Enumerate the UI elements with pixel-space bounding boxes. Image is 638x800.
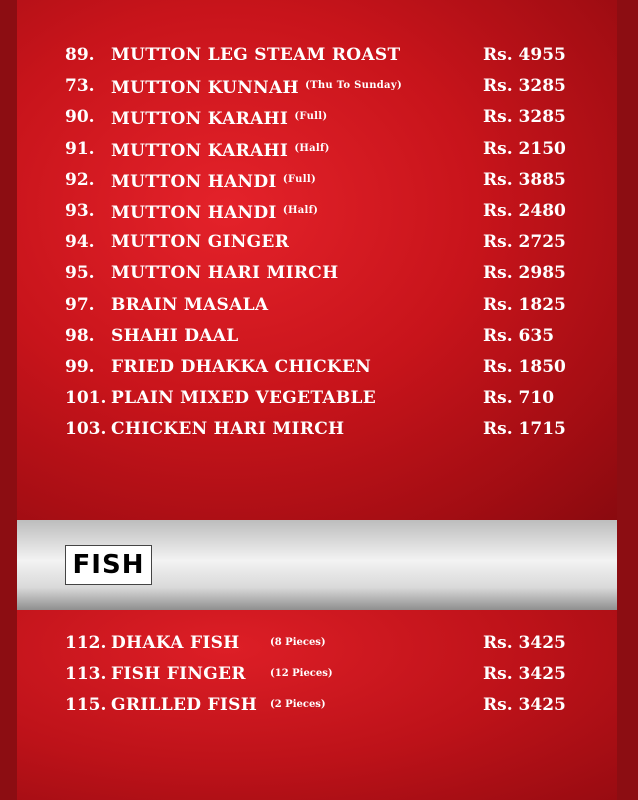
item-name: SHAHI DAAL bbox=[111, 325, 239, 346]
item-price: Rs. 3425 bbox=[483, 633, 566, 653]
item-note: (Half) bbox=[294, 142, 330, 154]
item-price: Rs. 3425 bbox=[483, 695, 566, 715]
item-number: 73. bbox=[65, 76, 95, 97]
item-number: 89. bbox=[65, 45, 95, 65]
item-price: Rs. 4955 bbox=[483, 45, 566, 65]
item-number: 98. bbox=[65, 325, 95, 346]
item-number: 93. bbox=[65, 201, 95, 221]
item-number: 101. bbox=[65, 388, 107, 409]
item-price: Rs. 2150 bbox=[483, 138, 566, 159]
item-name: GRILLED FISH bbox=[111, 695, 258, 715]
menu-item bbox=[0, 102, 638, 132]
menu-item bbox=[0, 383, 638, 413]
item-price: Rs. 2985 bbox=[483, 263, 566, 284]
item-price: Rs. 1850 bbox=[483, 357, 566, 377]
menu-item bbox=[0, 40, 638, 70]
item-name: CHICKEN HARI MIRCH bbox=[111, 419, 345, 440]
menu-item bbox=[0, 196, 638, 226]
item-number: 97. bbox=[65, 294, 95, 315]
item-name: PLAIN MIXED VEGETABLE bbox=[111, 388, 377, 409]
menu-item bbox=[0, 414, 638, 444]
item-name: FRIED DHAKKA CHICKEN bbox=[111, 357, 372, 377]
item-number: 112. bbox=[65, 633, 107, 653]
item-number: 94. bbox=[65, 232, 95, 253]
fish-section-title: FISH bbox=[65, 545, 152, 585]
menu-item bbox=[0, 290, 638, 320]
item-price: Rs. 1715 bbox=[483, 419, 566, 440]
item-note: (12 Pieces) bbox=[270, 668, 333, 679]
item-note: (Full) bbox=[294, 111, 328, 123]
item-name: MUTTON HANDI $^{(Half)}$ bbox=[111, 203, 319, 223]
item-number: 95. bbox=[65, 263, 95, 284]
item-name: MUTTON GINGER bbox=[111, 232, 290, 253]
menu-item bbox=[0, 71, 638, 101]
item-price: Rs. 2480 bbox=[483, 201, 566, 221]
fish-item bbox=[0, 628, 638, 658]
item-note: (Thu To Sunday) bbox=[305, 80, 402, 92]
item-number: 103. bbox=[65, 419, 107, 440]
item-name: MUTTON HARI MIRCH bbox=[111, 263, 339, 284]
item-note: (Full) bbox=[282, 173, 316, 185]
item-name: MUTTON LEG STEAM ROAST bbox=[111, 45, 401, 65]
item-price: Rs. 1825 bbox=[483, 294, 566, 315]
item-name: MUTTON KUNNAH $^{(Thu To Sunday)}$ bbox=[111, 78, 402, 99]
menu-item bbox=[0, 352, 638, 382]
item-name: FISH FINGER bbox=[111, 664, 246, 684]
item-price: Rs. 3285 bbox=[483, 76, 566, 97]
item-number: 113. bbox=[65, 664, 107, 684]
item-name: MUTTON KARAHI $^{(Full)}$ bbox=[111, 109, 328, 130]
item-price: Rs. 635 bbox=[483, 325, 555, 346]
menu-item bbox=[0, 258, 638, 288]
item-number: 99. bbox=[65, 357, 95, 377]
item-note: (Half) bbox=[282, 205, 319, 216]
menu-item bbox=[0, 165, 638, 195]
item-price: Rs. 3285 bbox=[483, 107, 566, 128]
item-note: (2 Pieces) bbox=[270, 699, 326, 710]
menu-item bbox=[0, 321, 638, 351]
item-name: MUTTON KARAHI $^{(Half)}$ bbox=[111, 140, 330, 161]
item-price: Rs. 2725 bbox=[483, 232, 566, 253]
item-number: 91. bbox=[65, 138, 95, 159]
fish-item bbox=[0, 690, 638, 720]
menu-item bbox=[0, 227, 638, 257]
item-number: 90. bbox=[65, 107, 95, 128]
item-price: Rs. 3885 bbox=[483, 169, 566, 190]
item-name: BRAIN MASALA bbox=[111, 294, 269, 315]
item-note: (8 Pieces) bbox=[270, 637, 326, 648]
item-price: Rs. 3425 bbox=[483, 664, 566, 684]
menu-item bbox=[0, 134, 638, 164]
fish-item bbox=[0, 659, 638, 689]
item-price: Rs. 710 bbox=[483, 388, 555, 409]
item-name: MUTTON HANDI $^{(Full)}$ bbox=[111, 171, 316, 192]
item-number: 92. bbox=[65, 169, 95, 190]
item-name: DHAKA FISH bbox=[111, 633, 240, 653]
item-number: 115. bbox=[65, 695, 107, 715]
